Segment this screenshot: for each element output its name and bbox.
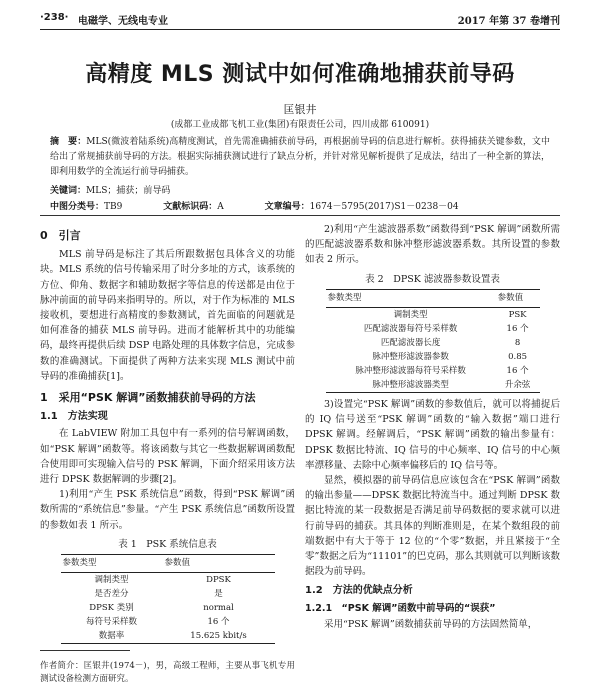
clc-value: TB9	[104, 202, 123, 212]
table-2-header: 参数值	[496, 289, 540, 307]
table-1-caption: 表 1 PSK 系统信息表	[118, 538, 217, 550]
step-2-paragraph: 2)利用“产生滤波器系数”函数得到“PSK 解调”函数所需的匹配滤波器系数和脉冲整形滤波器系数。其所设置的参数如表 2 所示。	[305, 224, 560, 266]
table-cell: 15.625 kbit/s	[163, 629, 275, 644]
table-cell: 调制类型	[94, 575, 129, 586]
abstract	[50, 135, 550, 180]
table-row	[61, 573, 275, 588]
table-cell: 是	[214, 589, 223, 600]
table-cell: 16 个	[506, 366, 529, 377]
table-cell: 16 个	[207, 617, 230, 628]
table-cell: 匹配滤波器每符号采样数	[363, 324, 458, 335]
abstract-label: 摘 要：	[50, 137, 87, 147]
table-2	[326, 289, 540, 393]
journal-section: 电磁学、无线电专业	[78, 16, 168, 27]
table-1-header: 参数值	[163, 555, 275, 573]
table-1	[61, 554, 275, 644]
section-1-1-heading: 1.1 方法实现	[40, 411, 108, 423]
table-cell: PSK	[508, 310, 527, 321]
table-cell: 脉冲整形滤波器每符号采样数	[355, 366, 466, 377]
author: 匡银井	[283, 103, 317, 116]
table-cell: 脉冲整形滤波器参数	[372, 352, 449, 363]
right-column	[305, 222, 560, 632]
table-row	[61, 615, 275, 629]
article-no-value: 1674－5795(2017)S1－0238－04	[309, 202, 459, 212]
article-title: 高精度 MLS 测试中如何准确地捕获前导码	[85, 62, 515, 87]
doc-value: A	[217, 202, 224, 212]
affiliation: (成都工业成都飞机工业(集团)有限责任公司，四川成都 610091)	[170, 120, 430, 130]
header-rule	[40, 29, 560, 30]
classification-line	[50, 199, 550, 212]
table-2-caption: 表 2 DPSK 滤波器参数设置表	[365, 273, 500, 285]
table-row	[326, 364, 540, 378]
article-no-label: 文章编号：	[264, 202, 310, 212]
table-cell: 8	[514, 338, 521, 349]
table-cell: normal	[203, 603, 234, 614]
table-row	[326, 378, 540, 393]
author-footnote: 作者简介：匡银井(1974－)，男，高级工程师，主要从事飞机专用测试设备检测方面研究。	[40, 660, 295, 684]
abstract-rule	[40, 215, 560, 216]
section-1-2-heading: 1.2 方法的优缺点分析	[305, 585, 413, 597]
table-row	[326, 322, 540, 336]
section-1-2-1-heading: 1.2.1 “PSK 解调”函数中前导码的“误获”	[305, 602, 496, 614]
table-cell: 升余弦	[496, 378, 540, 393]
table-cell: 匹配滤波器长度	[380, 338, 441, 349]
left-column	[40, 222, 295, 694]
table-1-header: 参数类型	[61, 555, 163, 573]
doc-label: 文献标识码：	[163, 202, 218, 212]
table-row	[326, 308, 540, 323]
running-header	[40, 12, 560, 28]
table-row	[326, 336, 540, 350]
keywords	[50, 183, 550, 196]
table-cell: 每符号采样数	[85, 617, 137, 628]
intro-heading: 0 引言	[40, 229, 81, 242]
method-paragraph: 在 LabVIEW 附加工具包中有一系列的信号解调函数，如“PSK 解调”函数等。将该函数与其它一些数据解调函数配合使用即可实现输入信号的 PSK 解调，下面介绍采用该方法进行 DPSK 数据解调的步骤[2]。	[40, 428, 295, 486]
keywords-label: 关键词：	[50, 186, 87, 196]
issue-info: 2017 年第 37 卷增刊	[457, 16, 560, 27]
table-row	[326, 350, 540, 364]
table-cell: 数据率	[61, 629, 163, 644]
step-3-paragraph: 3)设置完“PSK 解调”函数的参数值后，就可以将捕捉后的 IQ 信号送至“PSK 解调”函数的“输入数据”端口进行 DPSK 解调。经解调后，“PSK 解调”函数的输出参量有：DPSK 数据比特流、IQ 信号的中心频率、IQ 信号的中心频率漂移量、去除中心频率偏移后的 IQ 信号等。	[305, 399, 560, 471]
section-1-heading: 1 采用“PSK 解调”函数捕获前导码的方法	[40, 391, 256, 405]
footnote-rule	[40, 650, 130, 651]
table-row	[61, 587, 275, 601]
criterion-paragraph: 显然，模拟器的前导码信息应该包含在“PSK 解调”函数的输出参量——DPSK 数据比特流当中。通过判断 DPSK 数据比特流的某一段数据是否满足前导码数据的要求就可以进行前导码的捕获。其具体的判断准则是，在某个数组段的前端数据中有大于等于 12 位的“个零”数据，并且紧接于“全零”数据之后为“11101”的巴克码，那么其则就可以判断该数据段为前导码。	[305, 475, 560, 578]
table-row	[61, 629, 275, 644]
table-2-header: 参数类型	[326, 289, 496, 307]
table-cell: 0.85	[508, 352, 528, 363]
table-cell: 脉冲整形滤波器类型	[326, 378, 496, 393]
table-cell: 16 个	[506, 324, 529, 335]
page-number: ·238·	[40, 12, 69, 23]
step-1-paragraph: 1)利用“产生 PSK 系统信息”函数，得到“PSK 解调”函数所需的“系统信息”参量。“产生 PSK 系统信息”函数所设置的参数如表 1 所示。	[40, 489, 295, 531]
table-row	[61, 601, 275, 615]
keywords-text: MLS；捕获；前导码	[86, 186, 171, 196]
table-cell: DPSK 类别	[89, 603, 134, 614]
table-cell: 是否差分	[94, 589, 129, 600]
intro-paragraph: MLS 前导码是标注了其后所跟数据包具体含义的功能块。MLS 系统的信号传输采用了时分多址的方式，该系统的方位、仰角、数据字和辅助数据字等信息的传送都是由位于脉冲前面的前导码来指明导的。所以，对于作为标准的 MLS 接收机，要想进行高精度的参数测试，首先面临的问题就是如何准备的捕获 MLS 前导码。进而才能解析其中的功能编码，最终再提供后续 DSP 电路处理的具体数字信息，完成参数的准确测试。下面提供了两种方法来实现 MLS 测试中前导码的准确捕获[1]。	[40, 249, 295, 382]
table-cell: 调制类型	[393, 310, 428, 321]
table-cell: DPSK	[206, 575, 231, 586]
clc-label: 中图分类号：	[50, 202, 105, 212]
analysis-paragraph: 采用“PSK 解调”函数捕获前导码的方法固然简单，	[324, 618, 538, 630]
abstract-text: MLS(微波着陆系统)高精度测试，首先需准确捕获前导码，再根据前导码的信息进行解析。获得捕获关键参数，文中给出了常规捕获前导码的方法。根据实际捕获测试进行了缺点分析，并针对常见解析提供了足成法，结出了一种全新的算法，即利用数学的全流运行前导码捕获。	[50, 137, 550, 177]
